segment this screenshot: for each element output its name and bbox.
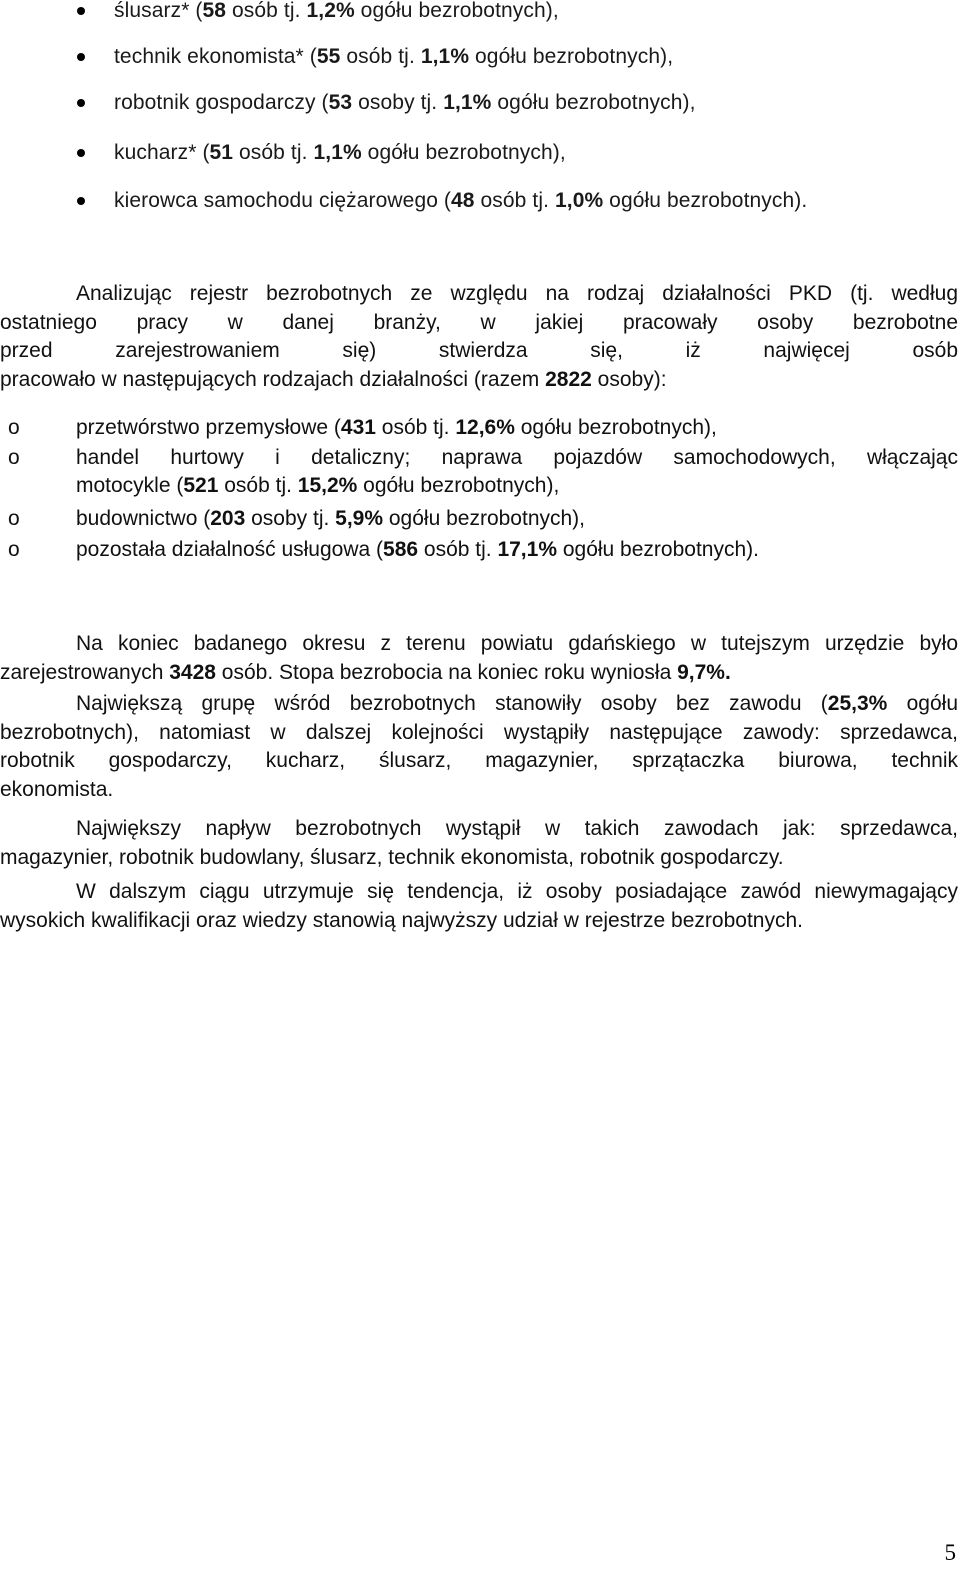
summary-paragraph xyxy=(0,630,958,687)
paragraph-line: magazynier, robotnik budowlany, ślusarz, technik ekonomista, robotnik gospodarczy. xyxy=(0,845,784,869)
paragraph-line: bezrobotnych), natomiast w dalszej kolejności wystąpiły następujące zawody: sprzedawca, xyxy=(0,720,958,744)
list-item: o budownictwo (203 osoby tj. 5,9% ogółu bezrobotnych), xyxy=(0,505,958,533)
paragraph-line: ostatniego pracy w danej branży, w jakiej pracowały osoby bezrobotne xyxy=(0,310,958,334)
item-text: osób tj. xyxy=(226,0,307,22)
paragraph-line: Na koniec badanego okresu z terenu powiatu gdańskiego w tutejszym urzędzie było xyxy=(76,632,958,655)
paragraph-line: przed zarejestrowaniem się) stwierdza się, iż najwięcej osób xyxy=(0,339,958,362)
item-text: osób tj. xyxy=(340,45,421,68)
item-text: osób tj. xyxy=(474,189,555,212)
item-text: ogółu bezrobotnych), xyxy=(469,45,674,68)
page-number: 5 xyxy=(944,1540,956,1565)
paragraph-line: wysokich kwalifikacji oraz wiedzy stanowią najwyższy udział w rejestrze bezrobotnych. xyxy=(0,908,803,932)
list-item xyxy=(0,188,940,224)
item-percent: 15,2% xyxy=(297,474,358,497)
item-count: 586 xyxy=(383,538,419,561)
list-item: o handel hurtowy i detaliczny; naprawa pojazdów samochodowych, włączając motocykle (521 osób tj. 15,2% ogółu bezrobotnych), xyxy=(8,446,958,497)
list-marker: o xyxy=(8,446,20,469)
paragraph-line: pracowało w następujących rodzajach działalności (razem 2822 osoby): xyxy=(0,367,667,391)
item-text: osób tj. xyxy=(233,141,314,164)
registered-count: 3428 xyxy=(169,660,216,684)
item-text: ogółu bezrobotnych), xyxy=(361,141,566,164)
item-text: kierowca samochodu ciężarowego ( xyxy=(114,189,452,212)
item-percent: 12,6% xyxy=(455,416,515,439)
list-item xyxy=(0,140,940,176)
item-percent: 17,1% xyxy=(497,538,557,561)
tendency-paragraph xyxy=(0,878,958,935)
item-text: ogółu bezrobotnych). xyxy=(603,189,808,212)
item-count: 53 xyxy=(328,91,353,114)
item-text: ślusarz* ( xyxy=(114,0,203,22)
total-count: 2822 xyxy=(545,367,592,391)
pkd-analysis-paragraph xyxy=(0,280,958,394)
item-count: 48 xyxy=(451,189,475,212)
item-text: osoby tj. xyxy=(352,91,444,114)
list-marker: o xyxy=(8,416,20,439)
unemployment-rate: 9,7%. xyxy=(677,660,731,684)
item-text: technik ekonomista* ( xyxy=(114,45,317,68)
paragraph-line: W dalszym ciągu utrzymuje się tendencja, iż osoby posiadające zawód niewymagający xyxy=(76,880,958,903)
bullet-icon xyxy=(77,197,85,205)
item-text: robotnik gospodarczy ( xyxy=(114,91,329,114)
bullet-icon xyxy=(77,149,85,157)
bullet-icon xyxy=(77,7,85,15)
list-item xyxy=(0,0,940,34)
paragraph-line: zarejestrowanych 3428 osób. Stopa bezrobocia na koniec roku wyniosła 9,7%. xyxy=(0,660,731,684)
item-text: kucharz* ( xyxy=(114,141,210,164)
item-percent: 1,1% xyxy=(420,45,470,68)
item-percent: 1,1% xyxy=(443,91,492,114)
largest-group-paragraph xyxy=(0,690,958,804)
item-percent: 5,9% xyxy=(335,507,384,530)
paragraph-line: Największą grupę wśród bezrobotnych stanowiły osoby bez zawodu (25,3% ogółu xyxy=(76,692,958,715)
item-count: 51 xyxy=(209,141,234,164)
group-percent: 25,3% xyxy=(827,692,888,715)
item-count: 431 xyxy=(340,416,376,439)
inflow-paragraph xyxy=(0,815,958,872)
paragraph-line: robotnik gospodarczy, kucharz, ślusarz, magazynier, sprzątaczka biurowa, technik xyxy=(0,749,958,772)
list-marker: o xyxy=(8,507,20,530)
list-item: o pozostała działalność usługowa (586 osób tj. 17,1% ogółu bezrobotnych). xyxy=(0,536,958,564)
item-text: ogółu bezrobotnych), xyxy=(491,91,696,114)
paragraph-line: Największy napływ bezrobotnych wystąpił w takich zawodach jak: sprzedawca, xyxy=(76,817,958,840)
paragraph-line: ekonomista. xyxy=(0,777,114,801)
item-count: 55 xyxy=(316,45,341,68)
paragraph-line: Analizując rejestr bezrobotnych ze względu na rodzaj działalności PKD (tj. według xyxy=(76,282,958,305)
item-count: 58 xyxy=(202,0,227,22)
list-marker: o xyxy=(8,538,20,561)
item-count: 203 xyxy=(210,507,246,530)
item-percent: 1,2% xyxy=(306,0,355,22)
item-percent: 1,0% xyxy=(554,189,604,212)
bullet-icon xyxy=(77,99,85,107)
list-item xyxy=(0,90,940,126)
item-count: 521 xyxy=(183,474,219,497)
list-item: o przetwórstwo przemysłowe (431 osób tj. 12,6% ogółu bezrobotnych), xyxy=(0,414,958,442)
bullet-icon xyxy=(77,53,85,61)
item-text: ogółu bezrobotnych), xyxy=(354,0,559,22)
list-item xyxy=(0,44,940,80)
item-percent: 1,1% xyxy=(313,141,362,164)
